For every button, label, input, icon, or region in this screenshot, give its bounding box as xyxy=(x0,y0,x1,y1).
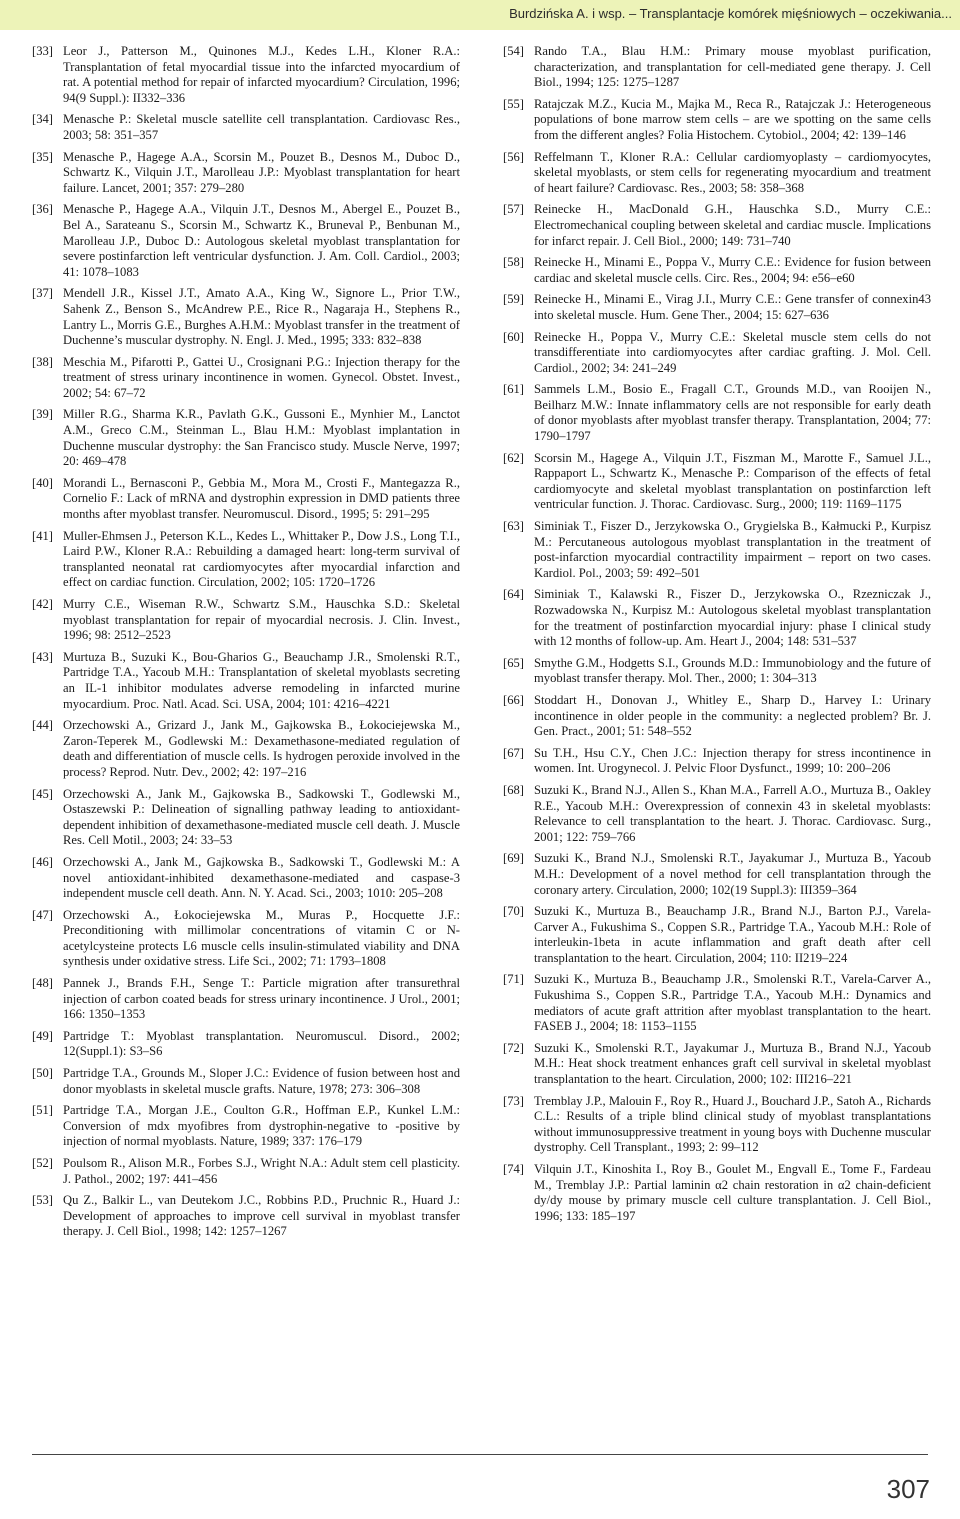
reference-number: [43] xyxy=(32,649,53,664)
reference-number: [36] xyxy=(32,202,53,217)
reference-number: [53] xyxy=(32,1193,53,1208)
reference-item xyxy=(503,382,931,444)
reference-item xyxy=(32,976,460,1023)
reference-number: [35] xyxy=(32,149,53,164)
reference-item xyxy=(503,1162,931,1224)
reference-text: Orzechowski A., Grizard J., Jank M., Gajkowska B., Łokociejewska M., Zaron-Teperek M., Godlewski M.: Dexamethasone-mediated regulation of death and differentiation of muscle cells. Is hydrogen peroxide involved in the process? Reprod. Nutr. Dev., 2002; 42: 197–216 xyxy=(63,718,460,779)
reference-item xyxy=(32,529,460,591)
running-title: Burdzińska A. i wsp. – Transplantacje komórek mięśniowych – oczekiwania... xyxy=(509,6,952,21)
reference-number: [65] xyxy=(503,655,524,670)
reference-text: Reinecke H., MacDonald G.H., Hauschka S.D., Murry C.E.: Electromechanical coupling between skeletal and cardiac muscle. Implications for infarct repair. J. Cell Biol., 2000; 149: 731–740 xyxy=(534,202,931,248)
reference-item xyxy=(32,718,460,780)
reference-text: Poulsom R., Alison M.R., Forbes S.J., Wright N.A.: Adult stem cell plasticity. J. Pathol., 2002; 197: 441–456 xyxy=(63,1156,460,1186)
reference-item xyxy=(32,355,460,402)
reference-text: Menasche P., Hagege A.A., Scorsin M., Pouzet B., Desnos M., Duboc D., Schwartz K., Vilquin J.T., Marolleau J.P.: Myoblast transplantation for heart failure. Lancet, 2001; 357: 279–280 xyxy=(63,149,460,195)
reference-item xyxy=(32,597,460,644)
reference-item xyxy=(32,1066,460,1097)
reference-text: Scorsin M., Hagege A., Vilquin J.T., Fiszman M., Marotte F., Samuel J.L., Rappaport L., Schwartz K., Menasche P.: Comparison of the effects of fetal cardiomyocyte and skeletal myoblast transplantation on postinfarction left ventricular function. J. Thorac. Cardiovasc. Surg., 2000; 119: 1169–1175 xyxy=(534,450,931,512)
reference-number: [63] xyxy=(503,519,524,534)
reference-item xyxy=(503,587,931,649)
reference-text: Suzuki K., Brand N.J., Allen S., Khan M.A., Farrell A.O., Murtuza B., Oakley R.E., Yacoub M.H.: Overexpression of connexin 43 in skeletal myoblasts: Relevance to cell transplantation to the heart. J. Thorac. Cardiovasc. Surg., 2001; 122: 759–766 xyxy=(534,782,931,844)
reference-text: Partridge T.A., Grounds M., Sloper J.C.: Evidence of fusion between host and donor myoblasts in skeletal muscle grafts. Nature, 1978; 273: 306–308 xyxy=(63,1066,460,1096)
reference-text: Reinecke H., Minami E., Poppa V., Murry C.E.: Evidence for fusion between cardiac and skeletal muscle cells. Circ. Res., 2004; 94: e56–e60 xyxy=(534,255,931,285)
reference-item xyxy=(503,44,931,91)
reference-text: Partridge T.: Myoblast transplantation. Neuromuscul. Disord., 2002; 12(Suppl.1): S3–S6 xyxy=(63,1028,460,1059)
reference-item xyxy=(32,1156,460,1187)
reference-item xyxy=(32,1029,460,1060)
reference-text: Reinecke H., Poppa V., Murry C.E.: Skeletal muscle stem cells do not transdifferentiate into cardiomyocytes after cardiac grafting. J. Mol. Cell. Cardiol., 2002; 34: 241–249 xyxy=(534,329,931,375)
reference-number: [56] xyxy=(503,149,524,164)
reference-text: Tremblay J.P., Malouin F., Roy R., Huard J., Bouchard J.P., Satoh A., Richards C.L.: Results of a triple blind clinical study of myoblast transplantations without immunosuppressive treatment in young boys with Duchenne muscular dystrophy. Cell Transplant., 1993; 2: 99–112 xyxy=(534,1093,931,1155)
reference-number: [37] xyxy=(32,286,53,301)
reference-text: Suzuki K., Smolenski R.T., Jayakumar J., Murtuza B., Brand N.J., Yacoub M.H.: Heat shock treatment enhances graft cell survival in skeletal myoblast transplantation to the heart. Circulation, 2000; 102: III216–221 xyxy=(534,1040,931,1087)
reference-text: Vilquin J.T., Kinoshita I., Roy B., Goulet M., Engvall E., Tome F., Fardeau M., Tremblay J.P.: Partial laminin α2 chain restoration in α2 chain-deficient dy/dy mouse by primary muscle cell culture transplantation. J. Cell Biol., 1996; 133: 185–197 xyxy=(534,1162,931,1223)
reference-text: Reffelmann T., Kloner R.A.: Cellular cardiomyoplasty – cardiomyocytes, skeletal myoblasts, or stem cells for regenerating myocardium and treatment of heart failure? Cardiovasc. Res., 2003; 58: 358–368 xyxy=(534,149,931,195)
reference-text: Miller R.G., Sharma K.R., Pavlath G.K., Gussoni E., Mynhier M., Lanctot A.M., Greco C.M., Steinman L., Blau H.M.: Myoblast implantation in Duchenne muscular dystrophy: the San Francisco study. Muscle Nerve, 1997; 20: 469–478 xyxy=(63,407,460,469)
reference-text: Su T.H., Hsu C.Y., Chen J.C.: Injection therapy for stress incontinence in women. Int. Urogynecol. J. Pelvic Floor Dysfunct., 1999; 10: 200–206 xyxy=(534,745,931,776)
reference-text: Suzuki K., Brand N.J., Smolenski R.T., Jayakumar J., Murtuza B., Yacoub M.H.: Development of a novel method for cell transplantation through the coronary artery. Circulation, 2000; 102(19 Suppl.3): III359–364 xyxy=(534,851,931,897)
reference-number: [47] xyxy=(32,907,53,922)
reference-item xyxy=(32,1103,460,1150)
reference-text: Qu Z., Balkir L., van Deutekom J.C., Robbins P.D., Pruchnic R., Huard J.: Development of approaches to improve cell survival in myoblast transfer therapy. J. Cell Biol., 1998; 142: 1257–1267 xyxy=(63,1193,460,1239)
reference-item xyxy=(503,656,931,687)
reference-number: [70] xyxy=(503,904,524,919)
reference-number: [73] xyxy=(503,1093,524,1108)
reference-number: [64] xyxy=(503,587,524,602)
reference-text: Reinecke H., Minami E., Virag J.I., Murry C.E.: Gene transfer of connexin43 into skeletal muscle. Hum. Gene Ther., 2004; 15: 627–636 xyxy=(534,292,931,322)
reference-number: [54] xyxy=(503,44,524,58)
footer-rule xyxy=(32,1454,928,1455)
reference-number: [41] xyxy=(32,528,53,543)
reference-number: [61] xyxy=(503,382,524,397)
reference-number: [68] xyxy=(503,782,524,797)
reference-text: Stoddart H., Donovan J., Whitley E., Sharp D., Harvey I.: Urinary incontinence in older people in the community: a neglected problem? Br. J. Gen. Pract., 2001; 51: 548–552 xyxy=(534,692,931,739)
reference-item xyxy=(503,451,931,513)
reference-text: Rando T.A., Blau H.M.: Primary mouse myoblast purification, characterization, and transplantation for cell-mediated gene therapy. J. Cell Biol., 1994; 125: 1275–1287 xyxy=(534,44,931,90)
reference-item xyxy=(32,476,460,523)
reference-number: [72] xyxy=(503,1040,524,1055)
references-column-right xyxy=(503,44,931,1230)
reference-number: [74] xyxy=(503,1162,524,1176)
reference-number: [39] xyxy=(32,407,53,422)
reference-number: [38] xyxy=(32,354,53,369)
reference-number: [48] xyxy=(32,976,53,991)
reference-number: [55] xyxy=(503,96,524,111)
reference-number: [52] xyxy=(32,1156,53,1170)
reference-text-continued: Transplantation of fetal myocardial tissue into the infarcted myocardium of rat. A potential method for repair of infarcted myocardium? Circulation, 1996; 94(9 Suppl.): II332–336 xyxy=(63,59,460,105)
references-column-left xyxy=(32,44,460,1246)
reference-item xyxy=(503,904,931,966)
reference-number: [58] xyxy=(503,255,524,270)
reference-item xyxy=(32,44,460,106)
reference-item xyxy=(503,746,931,777)
reference-text: Siminiak T., Fiszer D., Jerzykowska O., Grygielska B., Kałmucki P., Kurpisz M.: Percutaneous autologous myoblast transplantation in the treatment of post-infarction myocardial contractility impairment – report on two cases. Kardiol. Pol., 2003; 59: 492–501 xyxy=(534,519,931,580)
running-header xyxy=(0,0,960,30)
reference-item xyxy=(503,1041,931,1088)
reference-number: [67] xyxy=(503,745,524,760)
reference-text: Murry C.E., Wiseman R.W., Schwartz S.M., Hauschka S.D.: Skeletal myoblast transplantation for repair of myocardial necrosis. J. Clin. Invest., 1996; 98: 2512–2523 xyxy=(63,597,460,643)
reference-text: Ratajczak M.Z., Kucia M., Majka M., Reca R., Ratajczak J.: Heterogeneous populations of bone marrow stem cells – are we spotting on the same cells from the different angles? Folia Histochem. Cytobiol., 2004; 42: 139–146 xyxy=(534,96,931,142)
page-number: 307 xyxy=(886,1474,930,1504)
reference-text: Mendell J.R., Kissel J.T., Amato A.A., King W., Signore L., Prior T.W., Sahenk Z., Benson S., McAndrew P.E., Rice R., Nagaraja H., Stephens R., Lantry L., Morris G.E., Burghes A.H.M.: Myoblast transfer in the treatment of Duchenne’s muscular dystrophy. N. Engl. J. Med., 1995; 333: 832–838 xyxy=(63,286,460,348)
reference-number: [69] xyxy=(503,851,524,866)
reference-item xyxy=(32,286,460,348)
reference-number: [66] xyxy=(503,692,524,707)
reference-item xyxy=(503,519,931,581)
reference-number: [45] xyxy=(32,786,53,801)
reference-number: [44] xyxy=(32,718,53,733)
reference-text: Suzuki K., Murtuza B., Beauchamp J.R., Smolenski R.T., Varela-Carver A., Fukushima S., Coppen S.R., Partridge T.A., Yacoub M.H.: Dynamics and mediators of acute graft attrition after myoblast transplantation to the heart. FASEB J., 2004; 18: 1153–1155 xyxy=(534,972,931,1034)
reference-number: [71] xyxy=(503,972,524,987)
reference-number: [49] xyxy=(32,1028,53,1043)
reference-number: [51] xyxy=(32,1103,53,1118)
reference-item xyxy=(32,908,460,970)
reference-item xyxy=(32,650,460,712)
reference-text: Meschia M., Pifarotti P., Gattei U., Crosignani P.G.: Injection therapy for the treatment of stress urinary incontinence in women. Gynecol. Obstet. Invest., 2002; 54: 67–72 xyxy=(63,354,460,400)
reference-text: Menasche P., Hagege A.A., Vilquin J.T., Desnos M., Abergel E., Pouzet B., Bel A., Sarateanu S., Scorsin M., Schwartz K., Bruneval P., Benbunan M., Marolleau J.P., Duboc D.: Autologous skeletal myoblast transplantation for severe postinfarction left ventricular dysfunction. J. Am. Coll. Cardiol., 2003; 41: 1078–1083 xyxy=(63,202,460,279)
reference-item xyxy=(503,851,931,898)
reference-number: [50] xyxy=(32,1066,53,1081)
reference-text: Sammels L.M., Bosio E., Fragall C.T., Grounds M.D., van Rooijen N., Beilharz M.W.: Innate inflammatory cells are not responsible for early death of donor myoblasts after myoblast transfer therapy. Transplantation, 2004; 77: 1790–1797 xyxy=(534,382,931,444)
reference-item xyxy=(32,1193,460,1240)
reference-text: Suzuki K., Murtuza B., Beauchamp J.R., Brand N.J., Barton P.J., Varela-Carver A., Fukushima S., Coppen S.R., Partridge T.A., Yacoub M.H.: Role of interleukin-1beta in acute inflammation and graft death after cell transplantation to the heart. Circulation, 2004; 110: II219–224 xyxy=(534,904,931,965)
reference-number: [60] xyxy=(503,329,524,344)
reference-item xyxy=(32,202,460,280)
reference-item xyxy=(32,787,460,849)
reference-text: Menasche P.: Skeletal muscle satellite cell transplantation. Cardiovasc Res., 2003; 58: 351–357 xyxy=(63,112,460,142)
reference-text: Orzechowski A., Jank M., Gajkowska B., Sadkowski T., Godlewski M., Ostaszewski P.: Delineation of signalling pathway leading to antioxidant-dependent inhibition of dexamethasone-mediated muscle cell death. J. Muscle Res. Cell Motil., 2003; 24: 33–53 xyxy=(63,786,460,848)
reference-text: Morandi L., Bernasconi P., Gebbia M., Mora M., Crosti F., Mantegazza R., Cornelio F.: Lack of mRNA and dystrophin expression in DMD patients three months after myoblast transfer. Neuromuscul. Disord., 1995; 5: 291–295 xyxy=(63,475,460,522)
reference-item xyxy=(503,783,931,845)
reference-item xyxy=(503,1094,931,1156)
reference-number: [42] xyxy=(32,597,53,611)
reference-item xyxy=(32,407,460,469)
reference-item xyxy=(503,202,931,249)
reference-item xyxy=(32,855,460,902)
reference-item xyxy=(503,97,931,144)
reference-text: Leor J., Patterson M., Quinones M.J., Kedes L.H., Kloner R.A.: xyxy=(63,44,460,58)
reference-item xyxy=(32,112,460,143)
reference-text: Siminiak T., Kalawski R., Fiszer D., Jerzykowska O., Rzezniczak J., Rozwadowska N., Kurpisz M.: Autologous skeletal myoblast transplantation for the treatment of postinfarction myocardial injury: phase I clinical study with 12 months of follow-up. Am. Heart J., 2004; 148: 531–537 xyxy=(534,587,931,649)
reference-text: Pannek J., Brands F.H., Senge T.: Particle migration after transurethral injection of carbon coated beads for stress urinary incontinence. J Urol., 2001; 166: 1350–1353 xyxy=(63,976,460,1022)
reference-text: Murtuza B., Suzuki K., Bou-Gharios G., Beauchamp J.R., Smolenski R.T., Partridge T.A., Yacoub M.H.: Transplantation of skeletal myoblasts secreting an IL-1 inhibitor modulates adverse remodeling in infarcted murine myocardium. Proc. Natl. Acad. Sci. USA, 2004; 101: 4216–4221 xyxy=(63,649,460,711)
reference-number: [57] xyxy=(503,202,524,217)
reference-text: Partridge T.A., Morgan J.E., Coulton G.R., Hoffman E.P., Kunkel L.M.: Conversion of mdx myofibres from dystrophin-negative to -positive by injection of normal myoblasts. Nature, 1989; 337: 176–179 xyxy=(63,1103,460,1149)
reference-item xyxy=(503,330,931,377)
reference-number: [33] xyxy=(32,44,53,58)
reference-item xyxy=(32,150,460,197)
reference-number: [34] xyxy=(32,112,53,127)
reference-text: Orzechowski A., Jank M., Gajkowska B., Sadkowski T., Godlewski M.: A novel antioxidant-inhibited dexamethasone-mediated and caspase-3 independent muscle cell death. Ann. N. Y. Acad. Sci., 2003; 1010: 205–208 xyxy=(63,854,460,901)
reference-item xyxy=(503,972,931,1034)
reference-item xyxy=(503,150,931,197)
reference-text: Muller-Ehmsen J., Peterson K.L., Kedes L., Whittaker P., Dow J.S., Long T.I., Laird P.W., Kloner R.A.: Rebuilding a damaged heart: long-term survival of transplanted neonatal rat cardiomyocytes after myocardial infarction and effect on cardiac function. Circulation, 2002; 105: 1720–1726 xyxy=(63,528,460,590)
reference-item xyxy=(503,255,931,286)
reference-item xyxy=(503,693,931,740)
reference-number: [62] xyxy=(503,450,524,465)
reference-number: [46] xyxy=(32,854,53,869)
reference-text: Smythe G.M., Hodgetts S.I., Grounds M.D.: Immunobiology and the future of myoblast transfer therapy. Mol. Ther., 2000; 1: 304–313 xyxy=(534,655,931,686)
reference-number: [40] xyxy=(32,475,53,490)
reference-text: Orzechowski A., Łokociejewska M., Muras P., Hocquette J.F.: Preconditioning with millimolar concentrations of vitamin C or N-acetylcysteine protects L6 muscle cells insulin-stimulated viability and DNA synthesis under oxidative stress. Life Sci., 2002; 71: 1793–1808 xyxy=(63,907,460,969)
reference-item xyxy=(503,292,931,323)
reference-number: [59] xyxy=(503,292,524,307)
